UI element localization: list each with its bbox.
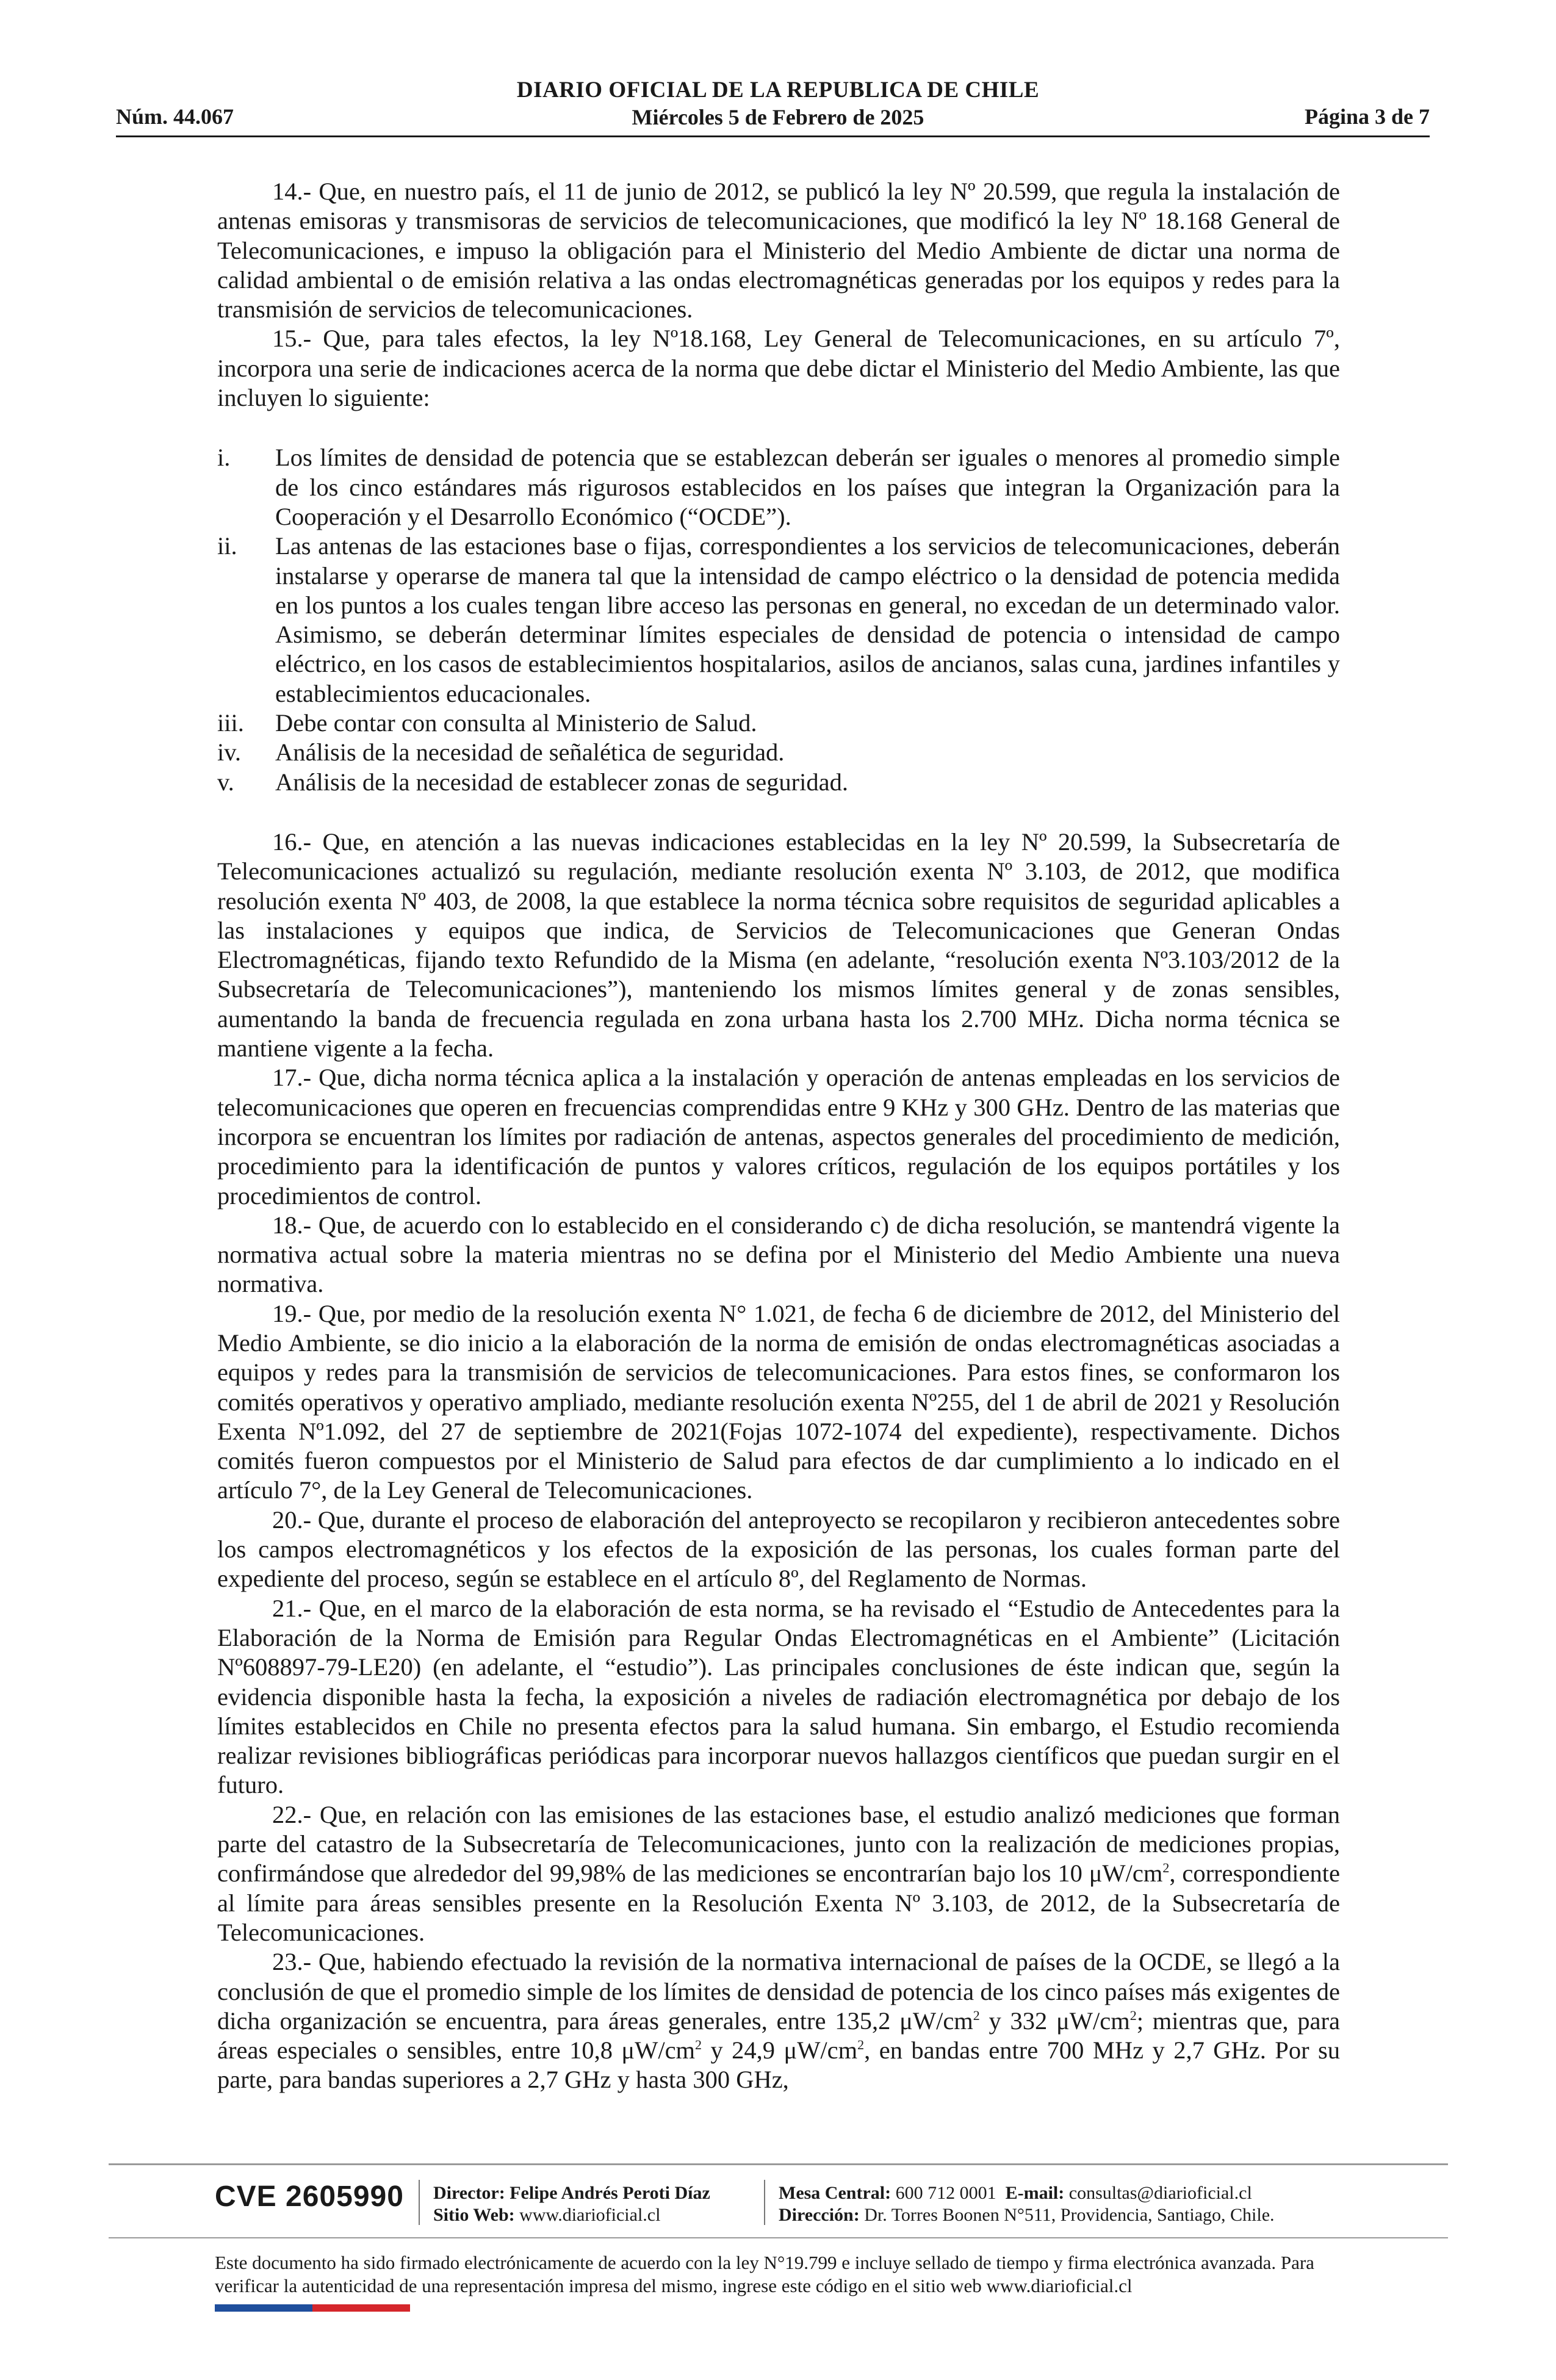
list-marker: ii. [217, 532, 237, 560]
paragraph-23-text: y 24,9 μW/cm [702, 2036, 858, 2064]
list-item-text: Debe contar con consulta al Ministerio de Salud. [275, 709, 757, 737]
paragraph-16: 16.- Que, en atención a las nuevas indicaciones establecidas en la ley Nº 20.599, la Subsecretaría de Telecomunicaciones actualizó su regulación, mediante resolución exenta Nº 3.103, de 2012, que modifica resolución exenta Nº 403, de 2008, la que establece la norma técnica sobre requisitos de seguridad aplicables a las instalaciones y equipos que indica, de Servicios de Telecomunicaciones que Generan Ondas Electromagnéticas, fijando texto Refundido de la Misma (en adelante, “resolución exenta Nº3.103/2012 de la Subsecretaría de Telecomunicaciones”), manteniendo los mismos límites general y de zonas sensibles, aumentando la banda de frecuencia regulada en zona urbana hasta los 2.700 MHz. Dicha norma técnica se mantiene vigente a la fecha. [217, 828, 1340, 1062]
paragraph-19: 19.- Que, por medio de la resolución exenta N° 1.021, de fecha 6 de diciembre de 2012, del Ministerio del Medio Ambiente, se dio inicio a la elaboración de la norma de emisión de ondas electromagnéticas asociadas a equipos y redes para la transmisión de servicios de telecomunicaciones. Para estos fines, se conformaron los comités operativos y operativo ampliado, mediante resolución exenta Nº255, del 1 de abril de 2021 y Resolución Exenta Nº1.092, del 27 de septiembre de 2021(Fojas 1072-1074 del expediente), respectivamente. Dichos comités fueron compuestos por el Ministerio de Salud para efectos de dar cumplimiento a lo indicado en el artículo 7°, de la Ley General de Telecomunicaciones. [217, 1299, 1340, 1504]
list-item-text: Análisis de la necesidad de señalética de seguridad. [275, 738, 785, 766]
paragraph-23 [217, 1947, 1340, 2094]
paragraph-21: 21.- Que, en el marco de la elaboración de esta norma, se ha revisado el “Estudio de Antecedentes para la Elaboración de la Norma de Emisión para Regular Ondas Electromagnéticas en el Ambiente” (Licitación Nº608897-79-LE20) (en adelante, el “estudio”). Las principales conclusiones de éste indican que, según la evidencia disponible hasta la fecha, la exposición a niveles de radiación electromagnética por debajo de los límites establecidos en Chile no presenta efectos para la salud humana. Sin embargo, el Estudio recomienda realizar revisiones bibliográficas periódicas para incorporar nuevos hallazgos científicos que puedan surgir en el futuro. [217, 1594, 1340, 1799]
address-label: Dirección: [779, 2205, 860, 2225]
paragraph-22-text: , correspondiente al límite para áreas sensibles presente en la Resolución Exenta Nº 3.103, de 2012, de la Subsecretaría de Telecomunicaciones. [217, 1859, 1340, 1946]
superscript: 2 [695, 2037, 702, 2053]
flag-blue-stripe [215, 2304, 312, 2312]
superscript: 2 [857, 2037, 865, 2053]
paragraph-23-text: y 332 μW/cm [979, 2007, 1130, 2035]
document-body [217, 177, 1340, 2095]
superscript: 2 [1129, 2007, 1137, 2023]
issue-number: Núm. 44.067 [116, 104, 234, 129]
list-item-text: Las antenas de las estaciones base o fijas, correspondientes a los servicios de telecomunicaciones, deberán instalarse y operarse de manera tal que la intensidad de campo eléctrico o la densidad de potencia medida en los puntos a los cuales tengan libre acceso las personas en general, no excedan de un determinado valor. Asimismo, se deberán determinar límites especiales de densidad de potencia o intensidad de campo eléctrico, en los casos de establecimientos hospitalarios, asilos de ancianos, salas cuna, jardines infantiles y establecimientos educacionales. [275, 532, 1340, 707]
paragraph-14: 14.- Que, en nuestro país, el 11 de junio de 2012, se publicó la ley Nº 20.599, que regula la instalación de antenas emisoras y transmisoras de servicios de telecomunicaciones, que modificó la ley Nº 18.168 General de Telecomunicaciones, e impuso la obligación para el Ministerio del Medio Ambiente de dictar una norma de calidad ambiental o de emisión relativa a las ondas electromagnéticas generadas por los equipos y redes para la transmisión de servicios de telecomunicaciones. [217, 178, 1340, 323]
paragraph-17: 17.- Que, dicha norma técnica aplica a la instalación y operación de antenas empleadas en los servicios de telecomunicaciones que operen en frecuencias comprendidas entre 9 KHz y 300 GHz. Dentro de las materias que incorpora se encuentran los límites por radiación de antenas, aspectos generales del procedimiento de medición, procedimiento para la identificación de puntos y valores críticos, regulación de los equipos portátiles y los procedimientos de control. [217, 1064, 1340, 1210]
header-divider [116, 135, 1430, 137]
director-label: Director: [433, 2183, 505, 2203]
list-marker: i. [217, 444, 231, 472]
flag-red-stripe [312, 2304, 410, 2312]
masthead-title: DIARIO OFICIAL DE LA REPUBLICA DE CHILE [516, 78, 1040, 103]
list-item [217, 768, 1340, 797]
contact-info [779, 2182, 1275, 2226]
page-indicator: Página 3 de 7 [1304, 104, 1430, 129]
paragraph-20: 20.- Que, durante el proceso de elaboración del anteproyecto se recopilaron y recibieron antecedentes sobre los campos electromagnéticos y los efectos de la exposición de las personas, los cuales forman parte del expediente del proceso, según se establece en el artículo 8º, del Reglamento de Normas. [217, 1506, 1340, 1593]
site-label: Sitio Web: [433, 2205, 515, 2225]
email-link[interactable]: consultas@diarioficial.cl [1068, 2183, 1252, 2203]
site-link[interactable]: www.diarioficial.cl [519, 2205, 661, 2225]
footer-separator [764, 2180, 765, 2225]
list-marker: iii. [217, 709, 244, 737]
footer-separator [419, 2180, 420, 2225]
flag-stripe [215, 2304, 410, 2312]
list-item [217, 443, 1340, 532]
list-item [217, 738, 1340, 767]
list-item [217, 532, 1340, 709]
mesa-phone: 600 712 0001 [895, 2183, 996, 2203]
list-marker: iv. [217, 738, 241, 766]
paragraph-22 [217, 1800, 1340, 1947]
footer-divider [109, 2163, 1448, 2165]
list-item [217, 709, 1340, 738]
director-name: Felipe Andrés Peroti Díaz [510, 2183, 710, 2203]
superscript: 2 [973, 2007, 980, 2023]
mesa-label: Mesa Central: [779, 2183, 891, 2203]
paragraph-23-text: ; mientras que, para áreas especiales o sensibles, entre 10,8 μW/cm [217, 2007, 1340, 2064]
list-item-text: Análisis de la necesidad de establecer zonas de seguridad. [275, 768, 848, 796]
footer-divider [109, 2237, 1448, 2238]
paragraph-15: 15.- Que, para tales efectos, la ley Nº18.168, Ley General de Telecomunicaciones, en su artículo 7º, incorpora una serie de indicaciones acerca de la norma que debe dictar el Ministerio del Medio Ambiente, las que incluyen lo siguiente: [217, 325, 1340, 412]
paragraph-23-text: , en bandas entre 700 MHz y 2,7 GHz. Por su parte, para bandas superiores a 2,7 GHz y hasta 300 GHz, [217, 2036, 1340, 2094]
address: Dr. Torres Boonen N°511, Providencia, Santiago, Chile. [864, 2205, 1275, 2225]
paragraph-22-text: 22.- Que, en relación con las emisiones de las estaciones base, el estudio analizó mediciones que forman parte del catastro de la Subsecretaría de Telecomunicaciones, junto con la realización de mediciones propias, confirmándose que alrededor del 99,98% de las mediciones se encontrarían bajo los 10 μW/cm [217, 1800, 1340, 1888]
paragraph-18: 18.- Que, de acuerdo con lo establecido en el considerando c) de dicha resolución, se mantendrá vigente la normativa actual sobre la materia mientras no se defina por el Ministerio del Medio Ambiente una nueva normativa. [217, 1211, 1340, 1298]
indications-list [217, 443, 1340, 797]
issue-date: Miércoles 5 de Febrero de 2025 [632, 105, 924, 129]
director-info [433, 2182, 710, 2226]
list-item-text: Los límites de densidad de potencia que se establezcan deberán ser iguales o menores al promedio simple de los cinco estándares más rigurosos establecidos en los países que integran la Organización para la Cooperación y el Desarrollo Económico (“OCDE”). [275, 444, 1340, 530]
cve-code: CVE 2605990 [215, 2180, 404, 2213]
signature-notice: Este documento ha sido firmado electrónicamente de acuerdo con la ley N°19.799 e incluye sellado de tiempo y firma electrónica avanzada. Para verificar la autenticidad de una representación impresa del mismo, ingrese este código en el sitio web www.diarioficial.cl [215, 2252, 1314, 2296]
email-label: E-mail: [1005, 2183, 1065, 2203]
paragraph-23-text: 23.- Que, habiendo efectuado la revisión de la normativa internacional de países de la OCDE, se llegó a la conclusión de que el promedio simple de los límites de densidad de potencia de los cinco países más exigentes de dicha organización se encuentra, para áreas generales, entre 135,2 μW/cm [217, 1948, 1340, 2035]
superscript: 2 [1162, 1860, 1170, 1876]
list-marker: v. [217, 768, 234, 796]
